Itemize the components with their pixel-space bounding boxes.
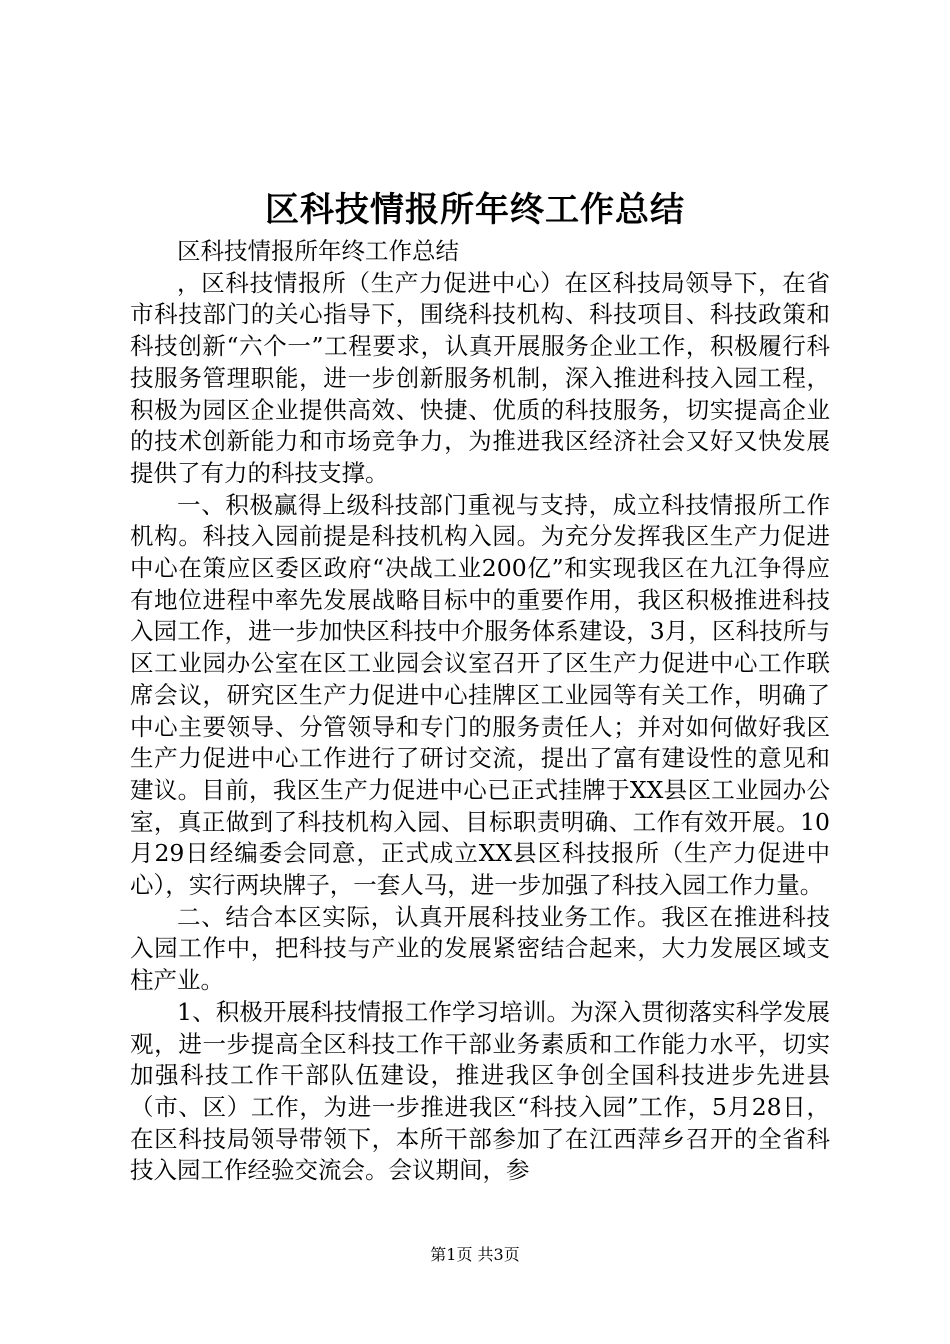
body-paragraph-section-1: 一、积极赢得上级科技部门重视与支持，成立科技情报所工作机构。科技入园前提是科技机构入园。为充分发挥我区生产力促进中心在策应区委区政府“决战工业200亿”和实现我区在九江争得应有地位进程中率先发展战略目标中的重要作用，我区积极推进科技入园工作，进一步加快区科技中介服务体系建设，3月，区科技所与区工业园办公室在区工业园会议室召开了区生产力促进中心工作联席会议，研究区生产力促进中心挂牌区工业园等有关工作，明确了中心主要领导、分管领导和专门的服务责任人；并对如何做好我区生产力促进中心工作进行了研讨交流，提出了富有建设性的意见和建议。目前，我区生产力促进中心已正式挂牌于XX县区工业园办公室，真正做到了科技机构入园、目标职责明确、工作有效开展。10月29日经编委会同意，正式成立XX县区科技报所（生产力促进中心），实行两块牌子，一套人马，进一步加强了科技入园工作力量。 [130,490,830,900]
body-paragraph-item-1: 1、积极开展科技情报工作学习培训。为深入贯彻落实科学发展观，进一步提高全区科技工作干部业务素质和工作能力水平，切实加强科技工作干部队伍建设，推进我区争创全国科技进步先进县（市、区）工作，为进一步推进我区“科技入园”工作，5月28日，在区科技局领导带领下，本所干部参加了在江西萍乡召开的全省科技入园工作经验交流会。会议期间，参 [130,997,830,1185]
document-title: 区科技情报所年终工作总结 [265,190,685,230]
body-paragraph-intro: ，区科技情报所（生产力促进中心）在区科技局领导下，在省市科技部门的关心指导下，围绕科技机构、科技项目、科技政策和科技创新“六个一”工程要求，认真开展服务企业工作，积极履行科技服务管理职能，进一步创新服务机制，深入推进科技入园工程，积极为园区企业提供高效、快捷、优质的科技服务，切实提高企业的技术创新能力和市场竞争力，为推进我区经济社会又好又快发展提供了有力的科技支撑。 [130,268,830,487]
document-body [130,236,830,1187]
body-paragraph-subtitle: 区科技情报所年终工作总结 [177,237,459,265]
body-paragraph-section-2: 二、结合本区实际，认真开展科技业务工作。我区在推进科技入园工作中，把科技与产业的发展紧密结合起来，大力发展区域支柱产业。 [130,902,830,995]
page-footer: 第1页 共3页 [430,1245,520,1264]
